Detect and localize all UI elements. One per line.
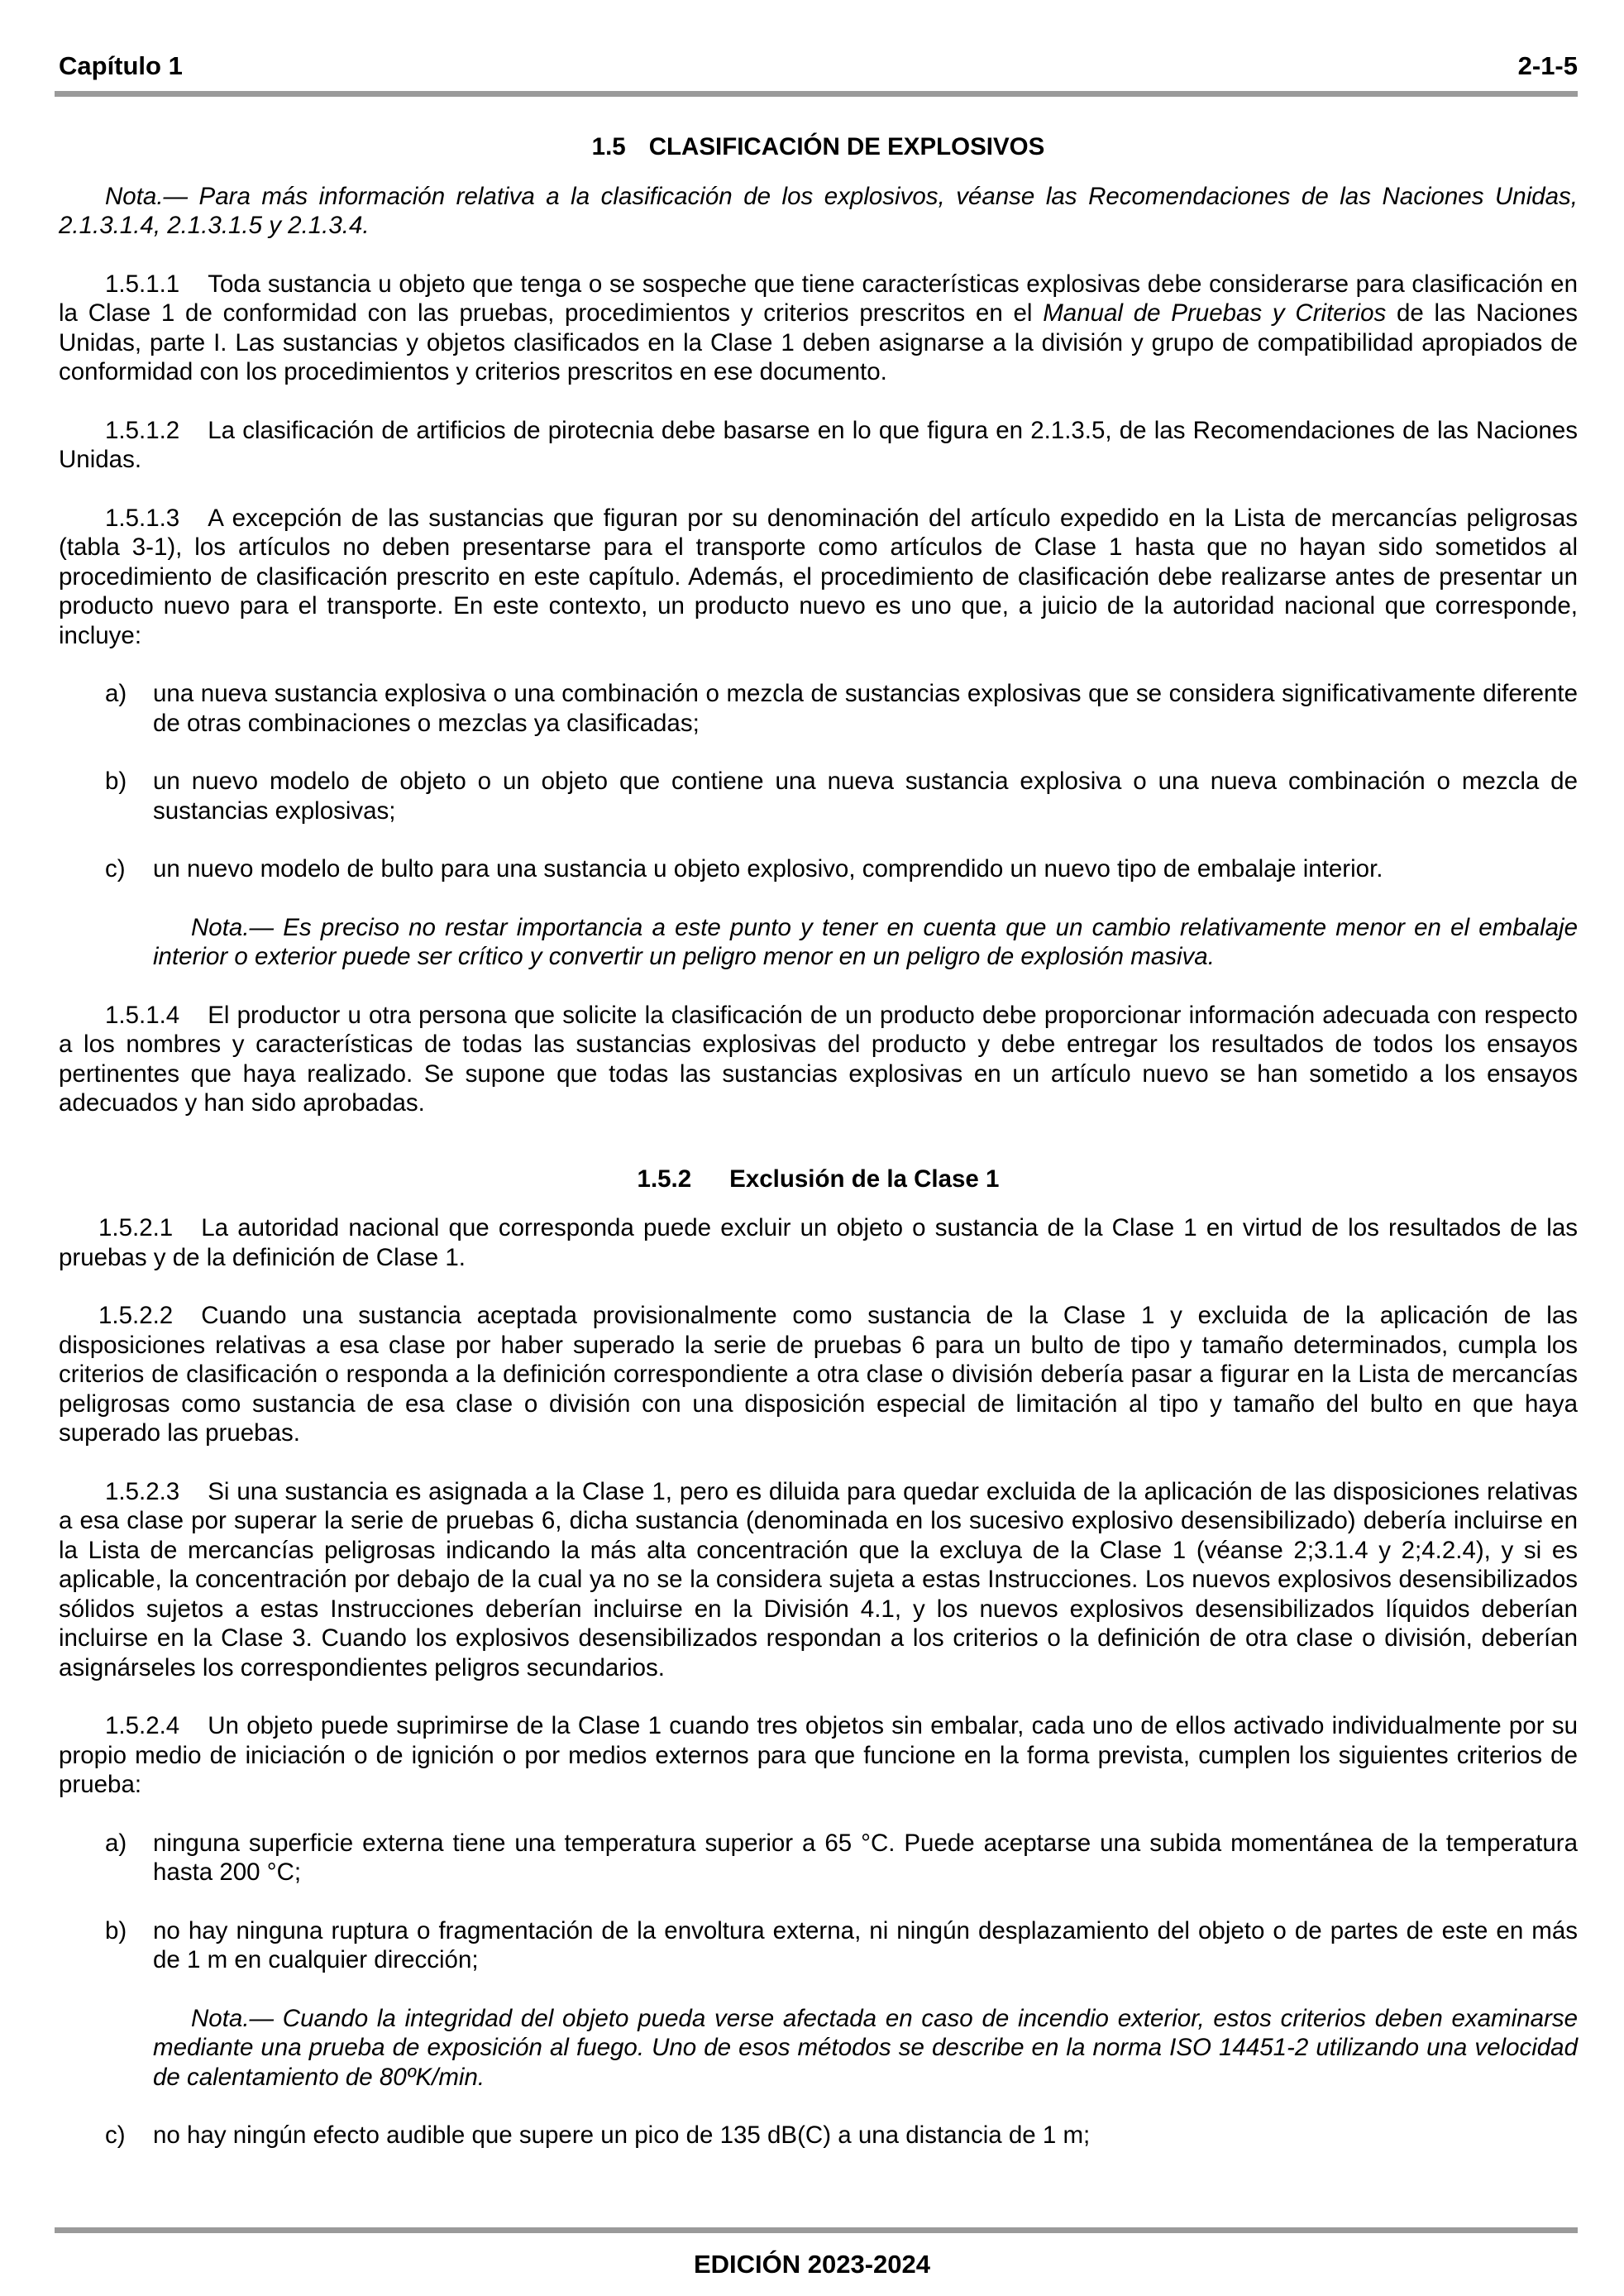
paragraph-number: 1.5.1.4 (105, 1001, 180, 1029)
paragraph-1-5-2-1 (59, 1213, 1578, 1272)
page-body (59, 132, 1578, 2179)
paragraph-text-b: de las Naciones Unidas, parte I. Las sustancias y objetos clasificados en la Clase 1 deben asignarse a la división y grupo de compatibilidad apropiados de conformidad con los procedimientos y criterios prescritos en ese documento. (59, 299, 1578, 385)
paragraph-text: Un objeto puede suprimirse de la Clase 1 cuando tres objetos sin embalar, cada uno de ellos activado individualmente por su propio medio de iniciación o de ignición o por medios externos para que funcione en la forma prevista, cumplen los siguientes criterios de prueba: (59, 1712, 1578, 1798)
note-label: Nota.— (191, 2004, 275, 2032)
criteria-item-b (59, 1916, 1578, 1975)
list-marker: b) (105, 1916, 127, 1944)
list-text: un nuevo modelo de bulto para una sustancia u objeto explosivo, comprendido un nuevo tipo de embalaje interior. (153, 855, 1383, 883)
paragraph-number: 1.5.1.3 (105, 504, 180, 532)
list-marker: c) (105, 855, 126, 883)
subsection-number: 1.5.2 (637, 1165, 692, 1193)
criteria-item-c (59, 2121, 1578, 2150)
paragraph-number: 1.5.2.2 (98, 1302, 174, 1329)
subsection-title (59, 1165, 1578, 1194)
paragraph-1-5-1-1 (59, 270, 1578, 387)
list-text: no hay ninguna ruptura o fragmentación de la envoltura externa, ni ningún desplazamiento del objeto o de partes de este en más de 1 m en cualquier dirección; (153, 1916, 1578, 1973)
paragraph-1-5-1-4 (59, 1001, 1578, 1118)
criteria-note (153, 2004, 1578, 2093)
note-text: Cuando la integridad del objeto pueda verse afectada en caso de incendio exterior, estos criterios deben examinarse mediante una prueba de exposición al fuego. Uno de esos métodos se describe en la norma ISO 14451-2 utilizando una velocidad de calentamiento de 80ºK/min. (153, 2004, 1578, 2091)
list-marker: c) (105, 2121, 126, 2149)
chapter-label: Capítulo 1 (59, 51, 183, 80)
page-footer (0, 2246, 1624, 2283)
list-item-c (59, 854, 1578, 884)
paragraph-number: 1.5.2.3 (105, 1477, 180, 1505)
paragraph-number: 1.5.1.2 (105, 416, 180, 444)
paragraph-text: Cuando una sustancia aceptada provisionalmente como sustancia de la Clase 1 y excluida de la aplicación de las disposiciones relativas a esa clase por haber superado la serie de pruebas 6 para un bulto de tipo y tamaño determinados, cumpla los criterios de clasificación o responda a la definición correspondiente a otra clase o división debería pasar a figurar en la Lista de mercancías peligrosas como sustancia de esa clase o división con una disposición especial de limitación al tipo y tamaño del bulto en que haya superado las pruebas. (59, 1302, 1578, 1447)
paragraph-1-5-2-3 (59, 1477, 1578, 1683)
paragraph-text: El productor u otra persona que solicite la clasificación de un producto debe proporcionar información adecuada con respecto a los nombres y características de todas las sustancias explosivas del producto y debe entregar los resultados de todos los ensayos pertinentes que haya realizado. Se supone que todas las sustancias explosivas en un artículo nuevo se han sometido a los ensayos adecuados y han sido aprobadas. (59, 1001, 1578, 1117)
list-item-b (59, 767, 1578, 825)
section-number: 1.5 (591, 133, 626, 160)
paragraph-1-5-1-2 (59, 416, 1578, 475)
manual-title: Manual de Pruebas y Criterios (1043, 299, 1387, 327)
footer-rule (55, 2227, 1578, 2233)
list-text: un nuevo modelo de objeto o un objeto que contiene una nueva sustancia explosiva o una nueva combinación o mezcla de sustancias explosivas; (153, 768, 1578, 825)
subsection-title-text: Exclusión de la Clase 1 (729, 1165, 1000, 1193)
note-text: Es preciso no restar importancia a este punto y tener en cuenta que un cambio relativamente menor en el embalaje interior o exterior puede ser crítico y convertir un peligro menor en un peligro de explosión masiva. (153, 913, 1578, 970)
section-title-text: CLASIFICACIÓN DE EXPLOSIVOS (648, 133, 1045, 160)
paragraph-1-5-1-3 (59, 504, 1578, 651)
paragraph-text: A excepción de las sustancias que figuran por su denominación del artículo expedido en la Lista de mercancías peligrosas (tabla 3-1), los artículos no deben presentarse para el transporte como artículos de Clase 1 hasta que no hayan sido sometidos al procedimiento de clasificación prescrito en este capítulo. Además, el procedimiento de clasificación debe realizarse antes de presentar un producto nuevo para el transporte. En este contexto, un producto nuevo es uno que, a juicio de la autoridad nacional que corresponde, incluye: (59, 504, 1578, 649)
list-note (153, 913, 1578, 972)
header-rule (55, 91, 1578, 97)
criteria-item-a (59, 1829, 1578, 1887)
list-text: no hay ningún efecto audible que supere un pico de 135 dB(C) a una distancia de 1 m; (153, 2121, 1091, 2149)
page-number: 2-1-5 (1517, 51, 1578, 80)
edition-label: EDICIÓN 2023-2024 (693, 2250, 931, 2279)
list-marker: a) (105, 1829, 127, 1857)
page-header (59, 48, 1578, 84)
paragraph-text-a: Toda sustancia u objeto que tenga o se sospeche que tiene características explosivas debe considerarse para clasificación en la Clase 1 de conformidad con las pruebas, procedimientos y criterios prescritos en el (59, 270, 1578, 327)
paragraph-number: 1.5.2.1 (98, 1214, 174, 1241)
paragraph-1-5-2-2 (59, 1301, 1578, 1448)
list-text: una nueva sustancia explosiva o una combinación o mezcla de sustancias explosivas que se considera significativamente diferente de otras combinaciones o mezclas ya clasificadas; (153, 680, 1578, 737)
section-title (59, 132, 1578, 162)
note-label: Nota.— (191, 913, 275, 941)
paragraph-number: 1.5.1.1 (105, 270, 180, 298)
paragraph-1-5-2-4 (59, 1711, 1578, 1800)
list-marker: a) (105, 680, 127, 707)
paragraph-text: La autoridad nacional que corresponda puede excluir un objeto o sustancia de la Clase 1 en virtud de los resultados de las pruebas y de la definición de Clase 1. (59, 1214, 1578, 1271)
list-item-a (59, 679, 1578, 738)
note-label: Nota.— (105, 182, 189, 210)
list-marker: b) (105, 768, 127, 795)
list-text: ninguna superficie externa tiene una temperatura superior a 65 °C. Puede aceptarse una subida momentánea de la temperatura hasta 200 °C; (153, 1829, 1578, 1886)
paragraph-text: Si una sustancia es asignada a la Clase 1, pero es diluida para quedar excluida de la aplicación de las disposiciones relativas a esa clase por superar la serie de pruebas 6, dicha sustancia (denominada en los sucesivo explosivo desensibilizado) debería incluirse en la Lista de mercancías peligrosas indicando la más alta concentración que la excluya de la Clase 1 (véanse 2;3.1.4 y 2;4.2.4), y si es aplicable, la concentración por debajo de la cual ya no se la considera sujeta a estas Instrucciones. Los nuevos explosivos desensibilizados sólidos sujetos a estas Instrucciones deberían incluirse en la División 4.1, y los nuevos explosivos desensibilizados líquidos deberían incluirse en la Clase 3. Cuando los explosivos desensibilizados respondan a los criterios o la definición de otra clase o división, deberían asignárseles los correspondientes peligros secundarios. (59, 1477, 1578, 1681)
section-note (59, 182, 1578, 241)
paragraph-text: La clasificación de artificios de pirotecnia debe basarse en lo que figura en 2.1.3.5, de las Recomendaciones de las Naciones Unidas. (59, 416, 1578, 473)
paragraph-number: 1.5.2.4 (105, 1712, 180, 1739)
note-text: Para más información relativa a la clasificación de los explosivos, véanse las Recomendaciones de las Naciones Unidas, 2.1.3.1.4, 2.1.3.1.5 y 2.1.3.4. (59, 182, 1579, 239)
